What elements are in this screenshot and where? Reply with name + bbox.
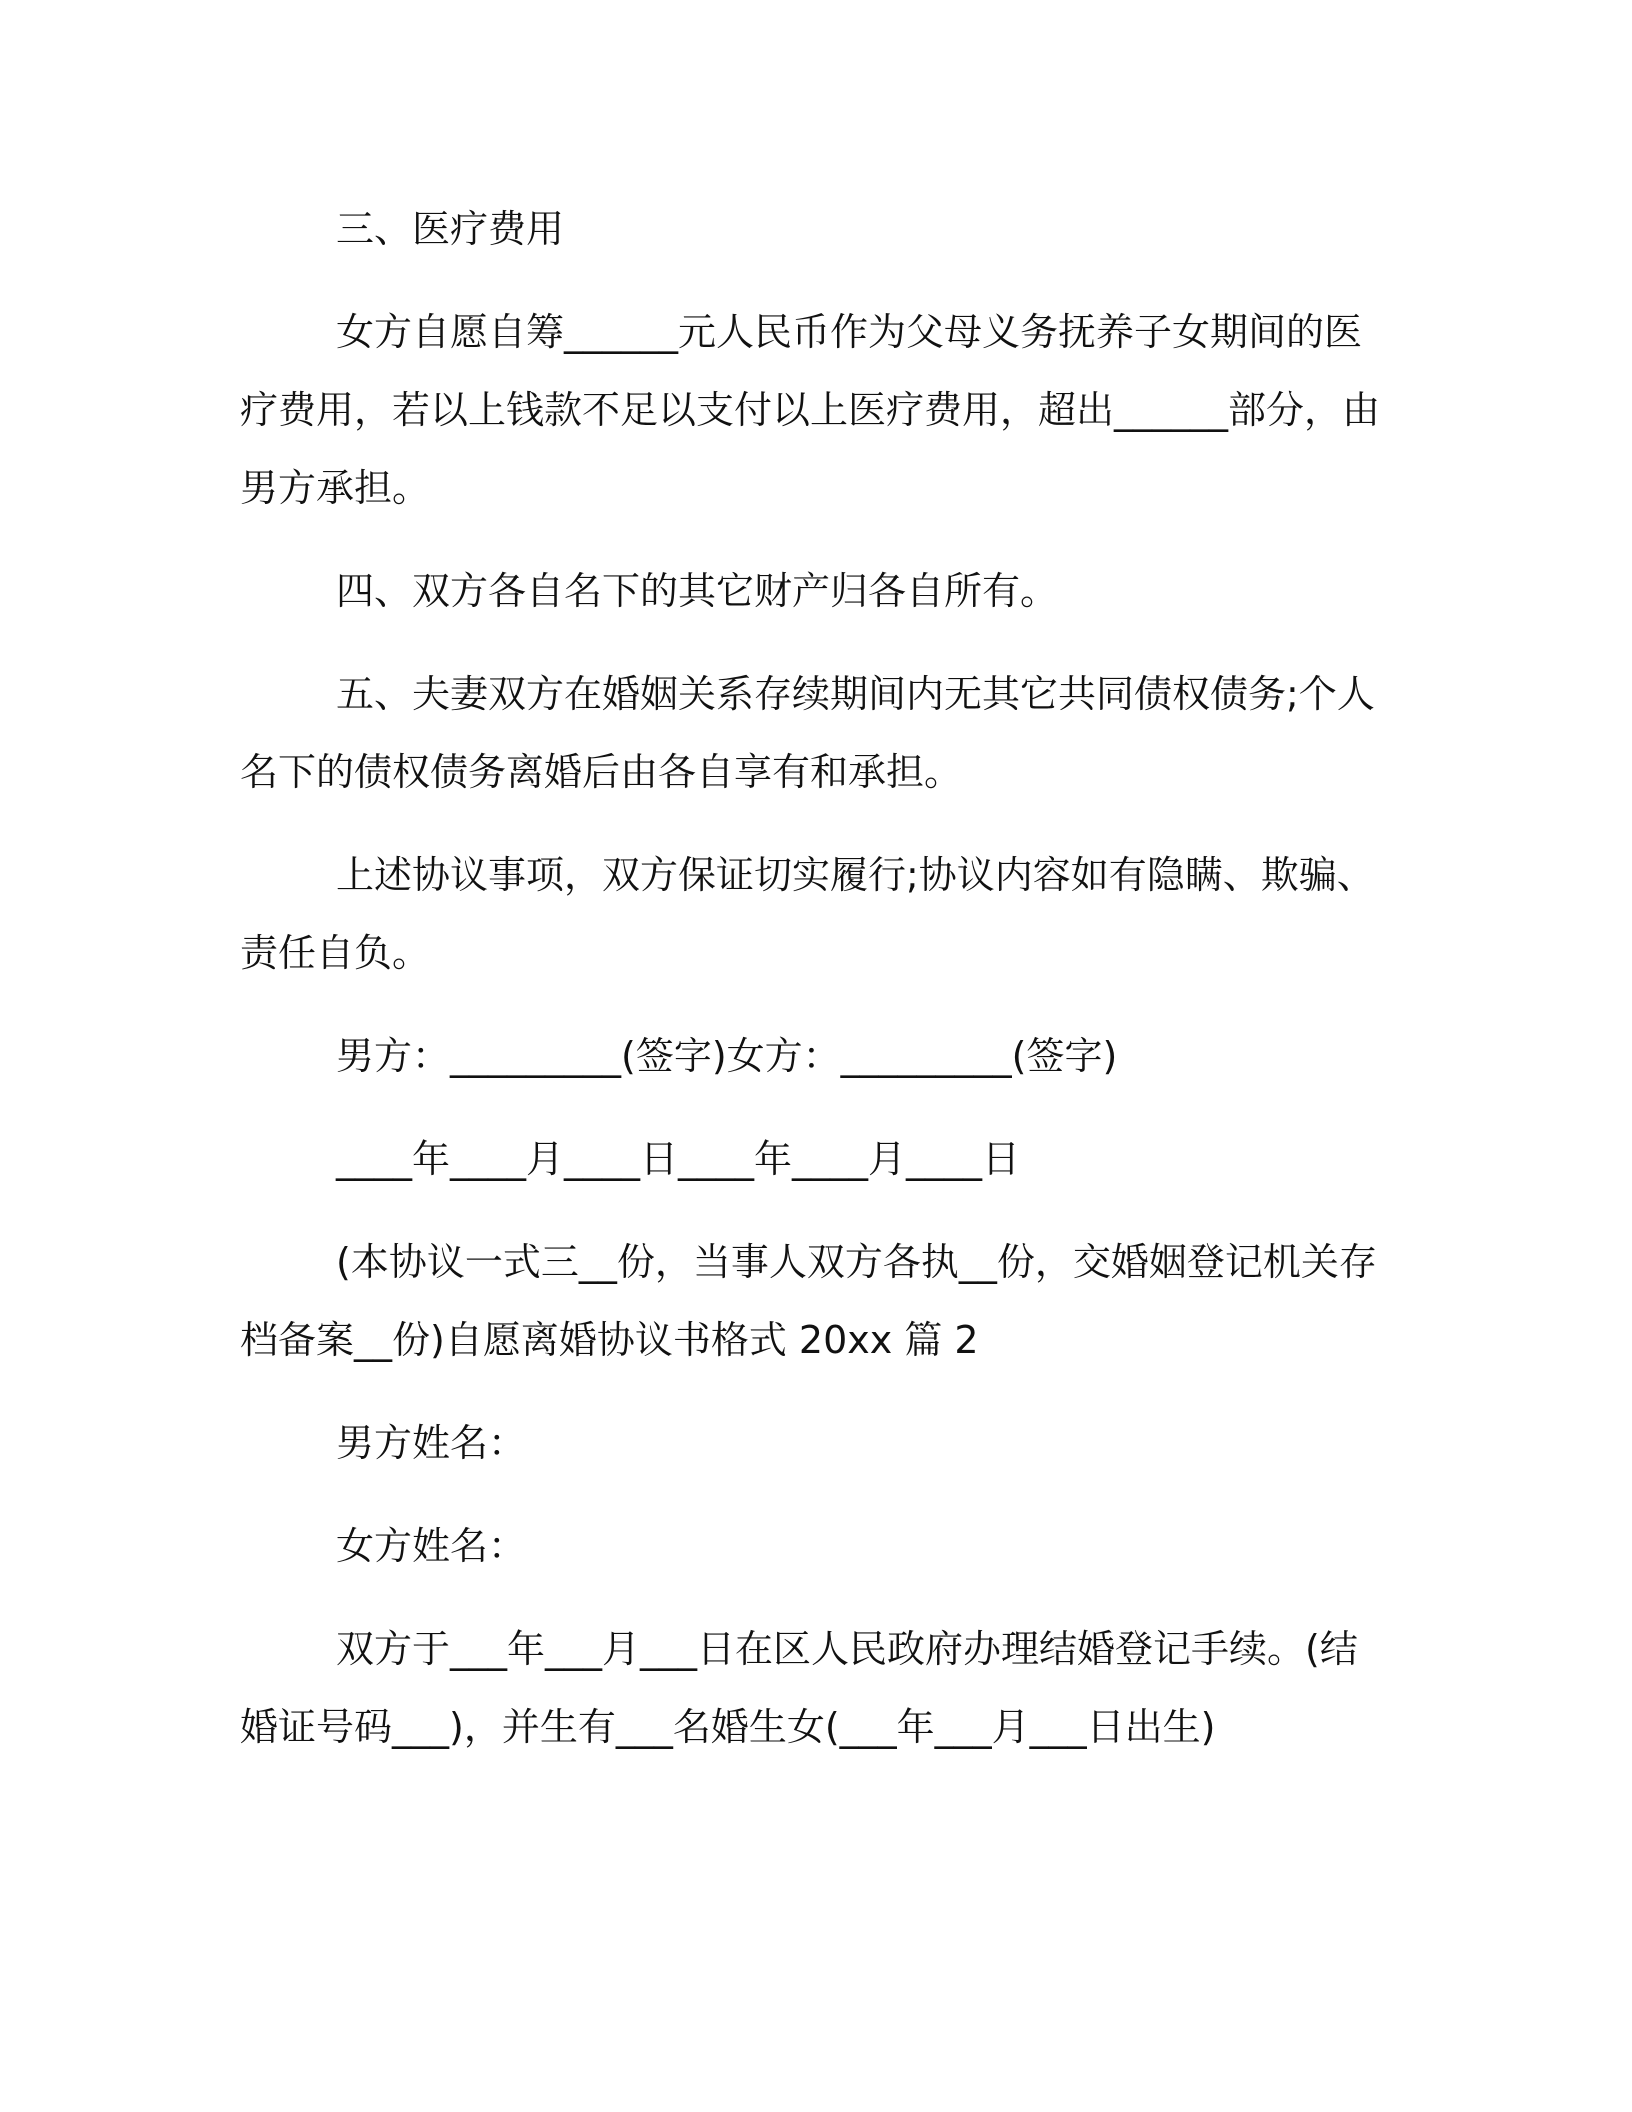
- section-heading-medical-expenses: 三、医疗费用: [336, 207, 565, 251]
- male-name-line: 男方姓名：: [336, 1421, 527, 1465]
- document-body: [240, 190, 1380, 1791]
- paragraph-medical-expenses: 女方自愿自筹______元人民币作为父母义务抚养子女期间的医疗费用，若以上钱款不足以支付以上医疗费用，超出______部分，由男方承担。: [240, 310, 1381, 510]
- paragraph-copies-note: (本协议一式三__份，当事人双方各执__份，交婚姻登记机关存档备案__份)自愿离婚协议书格式 20xx 篇 2: [240, 1240, 1377, 1362]
- date-line: ____年____月____日____年____月____日: [336, 1137, 1021, 1181]
- paragraph-marriage-registration: 双方于___年___月___日在区人民政府办理结婚登记手续。(结婚证号码___)，并生有___名婚生女(___年___月___日出生): [240, 1627, 1358, 1749]
- section-heading-other-property: 四、双方各自名下的其它财产归各自所有。: [336, 569, 1059, 613]
- paragraph-agreement-guarantee: 上述协议事项，双方保证切实履行;协议内容如有隐瞒、欺骗、责任自负。: [240, 853, 1375, 975]
- signature-line: 男方：_________(签字)女方：_________(签字): [336, 1034, 1118, 1078]
- female-name-line: 女方姓名：: [336, 1524, 527, 1568]
- paragraph-debts: 五、夫妻双方在婚姻关系存续期间内无其它共同债权债务;个人名下的债权债务离婚后由各自享有和承担。: [240, 672, 1375, 794]
